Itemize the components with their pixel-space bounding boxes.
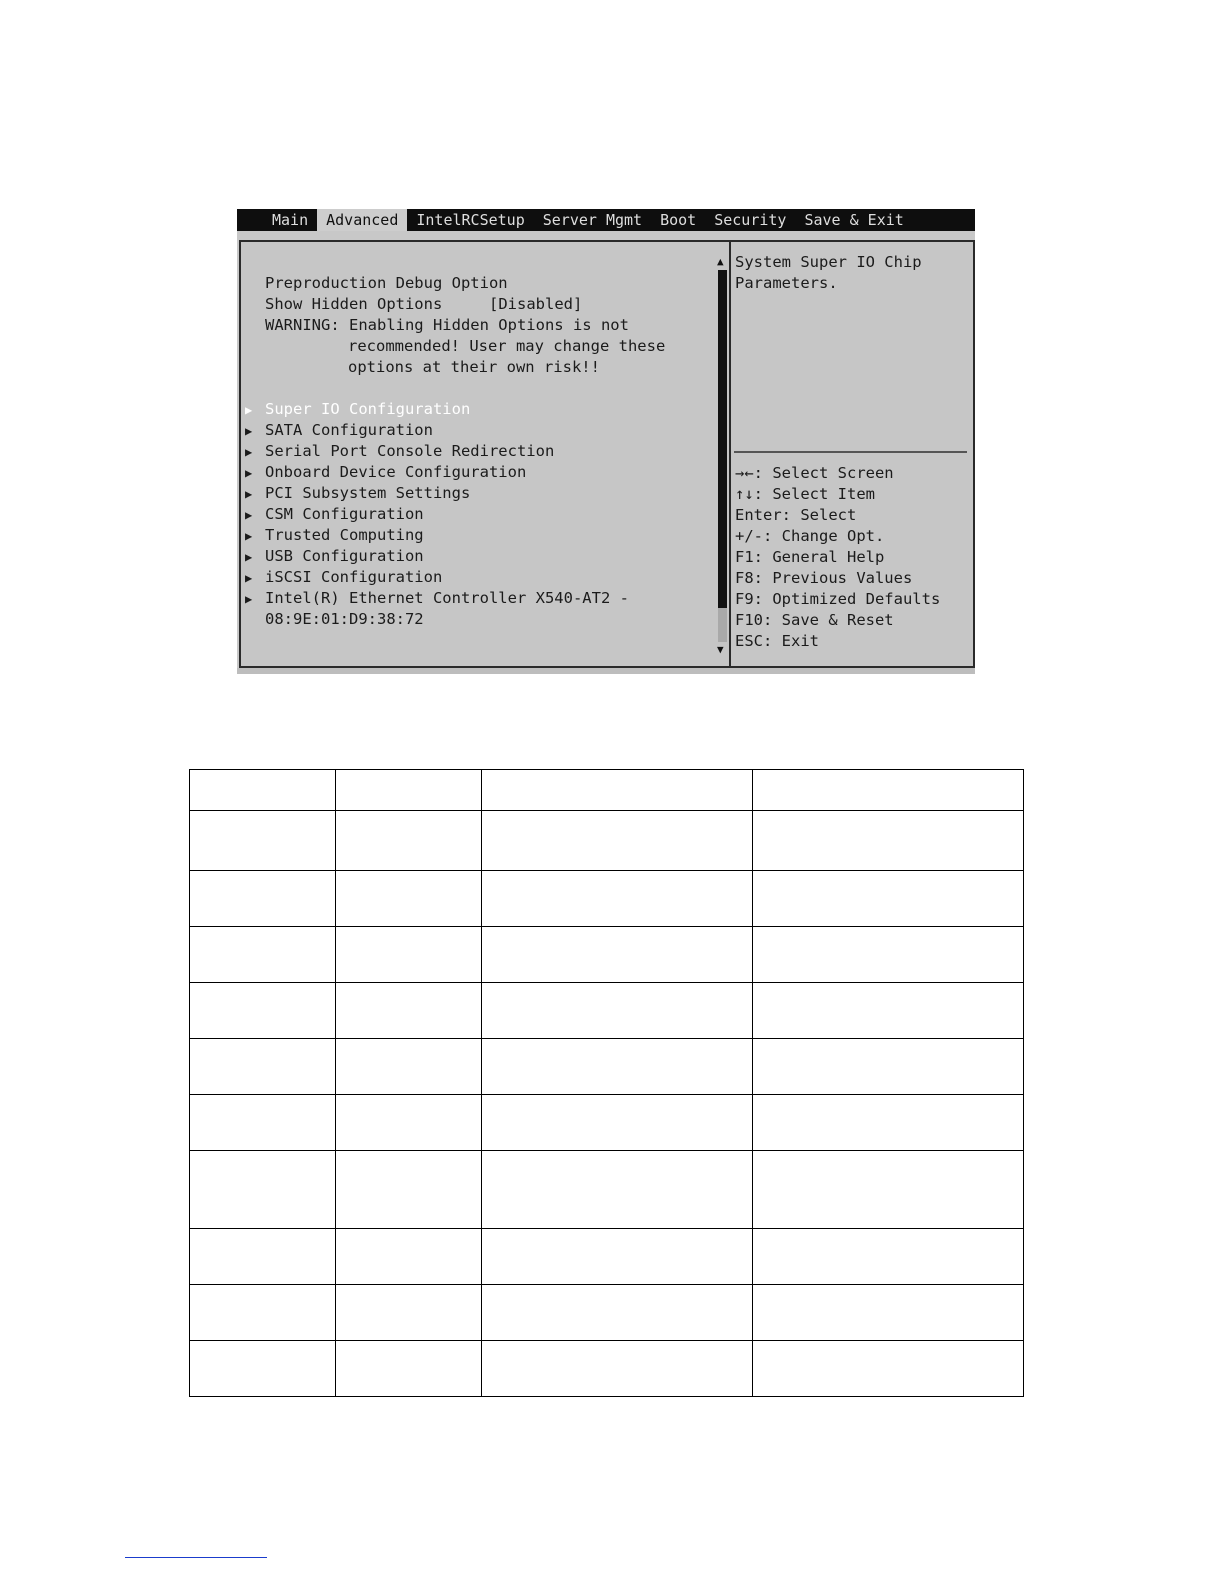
tab-advanced[interactable]: Advanced (317, 209, 407, 231)
warning-line-3: options at their own risk!! (348, 358, 600, 376)
warning-line-2: recommended! User may change these (348, 337, 666, 355)
key-hint-enter: Enter: Select (735, 506, 857, 524)
footer-link-underline[interactable] (125, 1557, 267, 1558)
submenu-arrow-icon: ▶ (245, 424, 253, 438)
key-hint-save-reset: F10: Save & Reset (735, 611, 894, 629)
submenu-arrow-icon: ▶ (245, 571, 253, 585)
tab-server-mgmt[interactable]: Server Mgmt (542, 211, 643, 229)
menu-item-sata[interactable] (245, 420, 433, 442)
show-hidden-options-label: Show Hidden Options (265, 295, 443, 313)
table-row (190, 871, 1024, 927)
help-text-line-1: System Super IO Chip (735, 253, 922, 271)
show-hidden-options-value[interactable]: [Disabled] (489, 295, 583, 313)
help-text-line-2: Parameters. (735, 274, 838, 292)
key-hint-general-help: F1: General Help (735, 548, 885, 566)
menu-item-trusted-computing[interactable] (245, 525, 424, 547)
key-hint-exit: ESC: Exit (735, 632, 819, 650)
menu-item-label: Onboard Device Configuration (265, 463, 527, 481)
settings-pane (239, 240, 730, 668)
empty-settings-table (189, 769, 1024, 1397)
table-row (190, 1151, 1024, 1229)
menu-item-label: iSCSI Configuration (265, 568, 443, 586)
help-divider (734, 451, 967, 453)
table-row (190, 1095, 1024, 1151)
menu-item-onboard-device[interactable] (245, 462, 526, 484)
table-row (190, 770, 1024, 811)
table-row (190, 1285, 1024, 1341)
table-row (190, 1229, 1024, 1285)
key-hint-select-screen: →←: Select Screen (735, 464, 894, 482)
table-row (190, 927, 1024, 983)
tab-intelrcsetup[interactable]: IntelRCSetup (416, 211, 525, 229)
table-row (190, 1341, 1024, 1397)
table-row (190, 983, 1024, 1039)
menu-item-ethernet-controller[interactable] (245, 588, 629, 610)
key-hint-optimized-defaults: F9: Optimized Defaults (735, 590, 941, 608)
bios-bottom-strip (237, 668, 975, 674)
tab-security[interactable]: Security (714, 211, 787, 229)
menu-item-csm[interactable] (245, 504, 424, 526)
menu-item-label: USB Configuration (265, 547, 424, 565)
menu-item-super-io[interactable] (245, 399, 470, 421)
menu-item-label: Serial Port Console Redirection (265, 442, 555, 460)
menu-item-usb[interactable] (245, 546, 424, 568)
submenu-arrow-icon: ▶ (245, 445, 253, 459)
menu-item-iscsi[interactable] (245, 567, 442, 589)
menu-item-pci-subsystem[interactable] (245, 483, 470, 505)
submenu-arrow-icon: ▶ (245, 592, 253, 606)
key-hint-change-opt: +/-: Change Opt. (735, 527, 885, 545)
menu-item-label: Trusted Computing (265, 526, 424, 544)
menu-item-label: Super IO Configuration (265, 400, 471, 418)
menu-item-label: Intel(R) Ethernet Controller X540-AT2 - (265, 589, 629, 607)
table-row (190, 1039, 1024, 1095)
menu-item-label: 08:9E:01:D9:38:72 (265, 610, 424, 628)
debug-option-label: Preproduction Debug Option (265, 274, 508, 292)
scroll-up-arrow-icon[interactable]: ▲ (717, 255, 724, 268)
submenu-arrow-icon: ▶ (245, 550, 253, 564)
scrollbar[interactable] (718, 270, 727, 642)
bios-screenshot (237, 209, 975, 674)
submenu-arrow-icon: ▶ (245, 403, 253, 417)
key-hint-select-item: ↑↓: Select Item (735, 485, 875, 503)
key-hint-previous-values: F8: Previous Values (735, 569, 913, 587)
menu-item-label: SATA Configuration (265, 421, 433, 439)
menu-item-serial-console[interactable] (245, 441, 554, 463)
submenu-arrow-icon: ▶ (245, 487, 253, 501)
menu-item-label: PCI Subsystem Settings (265, 484, 471, 502)
tab-save-exit[interactable]: Save & Exit (804, 211, 904, 229)
submenu-arrow-icon: ▶ (245, 508, 253, 522)
tab-boot[interactable]: Boot (660, 211, 697, 229)
submenu-arrow-icon: ▶ (245, 466, 253, 480)
bios-menu-bar (237, 209, 975, 231)
help-pane (729, 240, 975, 668)
warning-line-1: WARNING: Enabling Hidden Options is not (265, 316, 629, 334)
scroll-down-arrow-icon[interactable]: ▼ (717, 643, 724, 656)
submenu-arrow-icon: ▶ (245, 529, 253, 543)
tab-main[interactable]: Main (272, 211, 309, 229)
table-row (190, 811, 1024, 871)
menu-item-ethernet-mac[interactable] (245, 609, 424, 630)
menu-item-label: CSM Configuration (265, 505, 424, 523)
scrollbar-thumb[interactable] (718, 270, 727, 608)
